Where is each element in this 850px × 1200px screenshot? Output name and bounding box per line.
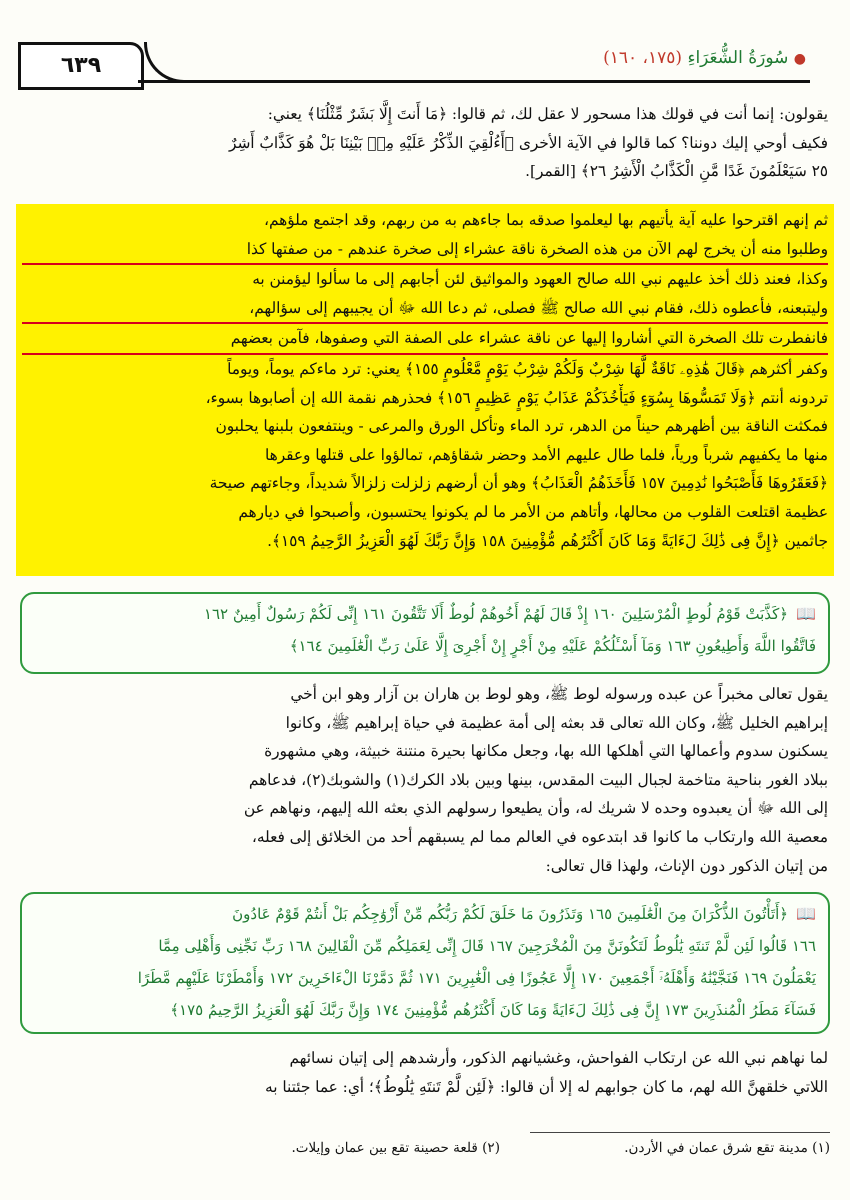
- text-line: جاثمين ﴿إِنَّ فِى ذَٰلِكَ لَءَايَةً وَمَا كَانَ أَكْثَرُهُم مُّؤْمِنِينَ ١٥٨ وَإِنَّ رَبَّكَ لَهُوَ الْعَزِيزُ الرَّحِيمُ ١٥٩﴾.: [267, 531, 828, 550]
- header-ornament: [144, 42, 217, 83]
- paragraph-1: [22, 100, 828, 186]
- ayah-range: (١٧٥، ١٦٠): [603, 48, 683, 68]
- verse-line: ١٦٦ قَالُوا لَئِن لَّمْ تَنتَهِ يَٰلُوطُ لَتَكُونَنَّ مِنَ الْمُخْرَجِينَ ١٦٧ قَالَ إِنِّى لِعَمَلِكُم مِّنَ الْقَالِينَ ١٦٨ رَبِّ نَجِّنِى وَأَهْلِى مِمَّا: [158, 937, 816, 955]
- text-line: فكيف أوحي إليك دوننا؟ كما قالوا في الآية الأخرى ﴿أَءُلْقِيَ الذِّكْرُ عَلَيْهِ مِنۢ بَيْنِنَا بَلْ هُوَ كَذَّابٌ أَشِرٌ: [229, 133, 828, 152]
- surah-name: سُورَةُ الشُّعَرَاءِ: [687, 48, 789, 68]
- paragraph-3: [22, 680, 828, 880]
- text-line: ثم إنهم اقترحوا عليه آية يأتيهم بها ليعلموا صدقه بما جاءهم به من ربهم، وقد اجتمع ملؤهم،: [264, 211, 828, 229]
- text-line: وكذا، فعند ذلك أخذ عليهم نبي الله صالح العهود والمواثيق لئن أجابهم إلى ما سألوا ليؤمنن به: [252, 270, 828, 289]
- verse-line: يَعْمَلُونَ ١٦٩ فَنَجَّيْنَٰهُ وَأَهْلَهُۥٓ أَجْمَعِينَ ١٧٠ إِلَّا عَجُوزًا فِى الْغَٰبِرِينَ ١٧١ ثُمَّ دَمَّرْنَا الْءَاخَرِينَ ١٧٢ وَأَمْطَرْنَا عَلَيْهِم مَّطَرًا: [137, 969, 816, 987]
- text-line: لما نهاهم نبي الله عن ارتكاب الفواحش، وغشيانهم الذكور، وأرشدهم إلى إتيان نسائهم: [289, 1049, 828, 1067]
- text-line: ٢٥ سَيَعْلَمُونَ غَدًا مَّنِ الْكَذَّابُ الْأَشِرُ ٢٦﴾ [القمر].: [525, 162, 828, 181]
- open-book-icon: 📖: [796, 904, 816, 923]
- text-line: ببلاد الغور بناحية متاخمة لجبال البيت المقدس، بينها وبين بلاد الكرك(١) والشوبك(٢)، فدعاهم: [248, 770, 828, 789]
- verse-line: [34, 898, 816, 930]
- surah-title: [603, 48, 806, 68]
- verse-line: [34, 598, 816, 630]
- bullet-icon: ●: [793, 51, 806, 67]
- text-line: يقولون: إنما أنت في قولك هذا مسحور لا عقل لك، ثم قالوا: ﴿مَا أَنتَ إِلَّا بَشَرٌ مِّثْلُنَا﴾ يعني:: [267, 105, 828, 123]
- text-line: عظيمة اقتلعت القلوب من محالها، وأتاهم من الأمر ما لم يكونوا يحتسبون، وأصبحوا في ديارهم: [238, 502, 828, 521]
- verse-line: فَسَآءَ مَطَرُ الْمُنذَرِينَ ١٧٣ إِنَّ فِى ذَٰلِكَ لَءَايَةً وَمَا كَانَ أَكْثَرُهُم مُّؤْمِنِينَ ١٧٤ وَإِنَّ رَبَّكَ لَهُوَ الْعَزِيزُ الرَّحِيمُ ١٧٥﴾: [170, 1001, 816, 1019]
- text-line: إلى الله ﷻ أن يعبدوه وحده لا شريك له، وأن يطيعوا رسولهم الذي بعثه الله إليهم، ونهاهم عن: [243, 799, 828, 818]
- text-line: يقول تعالى مخبراً عن عبده ورسوله لوط ﷺ، وهو لوط بن هاران بن آزار وهو ابن أخي: [290, 685, 828, 703]
- text-line: من إتيان الذكور دون الإناث، ولهذا قال تعالى:: [545, 856, 828, 875]
- paragraph-4: [22, 1044, 828, 1101]
- highlighted-paragraph: [16, 204, 834, 576]
- verse-text: ﴿أَتَأْتُونَ الذُّكْرَانَ مِنَ الْعَٰلَمِينَ ١٦٥ وَتَذَرُونَ مَا خَلَقَ لَكُمْ رَبُّكُم مِّنْ أَزْوَٰجِكُم بَلْ أَنتُمْ قَوْمٌ عَادُونَ: [232, 905, 789, 923]
- text-line: معصية الله وارتكاب ما كانوا قد ابتدعوه في العالم مما لم يسبقهم أحد من الخلائق إلى فعله،: [251, 827, 828, 846]
- quran-verses-box-1: [20, 592, 830, 674]
- text-line: ﴿فَعَقَرُوهَا فَأَصْبَحُوا نَٰدِمِينَ ١٥٧ فَأَخَذَهُمُ الْعَذَابُ﴾ وهو أن أرضهم زلزلت زلزالاً شديداً، وجاءتهم صيحة: [209, 474, 828, 493]
- footnotes: [20, 1140, 830, 1156]
- quran-verses-box-2: [20, 892, 830, 1034]
- page-header: [18, 34, 810, 94]
- text-line: فمكثت الناقة بين أظهرهم حيناً من الدهر، ترد الماء وتأكل الورق والمرعى - وينتفعون بلبنها يحلبون: [215, 417, 828, 436]
- verse-line: فَاتَّقُوا اللَّهَ وَأَطِيعُونِ ١٦٣ وَمَآ أَسْـَٔلُكُمْ عَلَيْهِ مِنْ أَجْرٍ إِنْ أَجْرِىَ إِلَّا عَلَىٰ رَبِّ الْعَٰلَمِينَ ١٦٤﴾: [289, 637, 816, 655]
- footnote-1: (١) مدينة تقع شرق عمان في الأردن.: [624, 1140, 830, 1156]
- text-line: تردونه أنتم ﴿وَلَا تَمَسُّوهَا بِسُوٓءٍ فَيَأْخُذَكُمْ عَذَابُ يَوْمٍ عَظِيمٍ ١٥٦﴾ فحذرهم نقمة الله إن أصابوها بسوء،: [205, 388, 828, 407]
- text-line: اللاتي خلقهنَّ الله لهم، ما كان جوابهم له إلا أن قالوا: ﴿لَئِن لَّمْ تَنتَهِ يَٰلُوطُ﴾؛ أي: عما جئتنا به: [265, 1077, 828, 1096]
- page-number: ٦٣٩: [18, 42, 144, 90]
- text-line: وليتبعنه، فأعطوه ذلك، فقام نبي الله صالح ﷺ فصلى، ثم دعا الله ﷻ أن يجيبهم إلى سؤالهم،: [22, 294, 828, 325]
- footnote-2: (٢) قلعة حصينة تقع بين عمان وإيلات.: [291, 1140, 500, 1156]
- text-line: منها ما يكفيهم شرباً ورياً، فلما طال عليهم الأمد وحضر شقاؤهم، تمالؤوا على قتلها وعقرها: [265, 445, 828, 464]
- text-line: إبراهيم الخليل ﷺ، وكان الله تعالى قد بعثه إلى أمة عظيمة في حياة إبراهيم ﷺ، وكانوا: [285, 713, 828, 732]
- text-line: وطلبوا منه أن يخرج لهم الآن من هذه الصخرة ناقة عشراء إلى صخرة عندهم - من صفتها كذا: [22, 235, 828, 266]
- open-book-icon: 📖: [796, 604, 816, 623]
- text-line: فانفطرت تلك الصخرة التي أشاروا إليها عن ناقة عشراء على الصفة التي وصفوها، فآمن بعضهم: [22, 324, 828, 355]
- text-line: وكفر أكثرهم ﴿قَالَ هَٰذِهِۦ نَاقَةٌ لَّهَا شِرْبٌ وَلَكُمْ شِرْبُ يَوْمٍ مَّعْلُومٍ ١٥٥﴾ يعني: ترد ماءكم يوماً، ويوماً: [227, 359, 828, 378]
- verse-text: ﴿كَذَّبَتْ قَوْمُ لُوطٍ الْمُرْسَلِينَ ١٦٠ إِذْ قَالَ لَهُمْ أَخُوهُمْ لُوطٌ أَلَا تَتَّقُونَ ١٦١ إِنِّى لَكُمْ رَسُولٌ أَمِينٌ ١٦٢: [203, 605, 789, 623]
- footnote-separator: [530, 1132, 830, 1133]
- header-rule: [138, 80, 810, 83]
- text-line: يسكنون سدوم وأعمالها التي أهلكها الله بها، وجعل مكانها بحيرة منتنة خبيثة، وهي مشهورة: [264, 742, 828, 761]
